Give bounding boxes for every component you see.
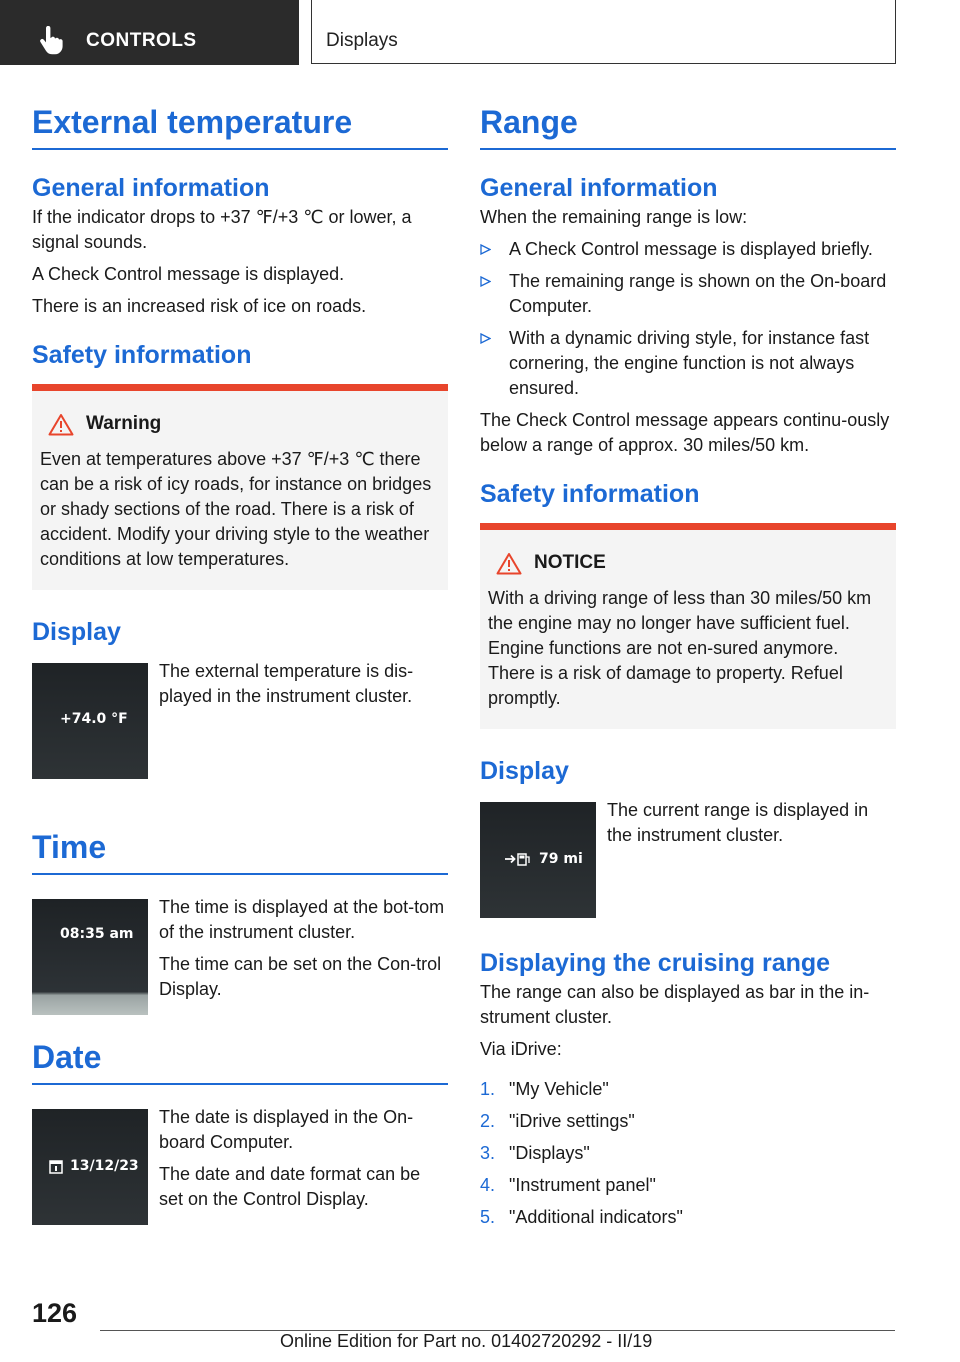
list-item bbox=[480, 1109, 896, 1134]
range-safety-heading: Safety information bbox=[480, 480, 700, 508]
via-idrive-text: Via iDrive: bbox=[480, 1039, 562, 1059]
display-heading: Display bbox=[32, 618, 121, 646]
triangle-bullet-icon bbox=[480, 276, 491, 287]
chapter-tab-displays bbox=[311, 0, 896, 64]
list-item bbox=[480, 1077, 896, 1102]
list-item bbox=[480, 326, 896, 401]
bullet-text: With a dynamic driving style, for instance fast cornering, the engine function is not always ensured. bbox=[509, 328, 870, 398]
time-value: 08:35 am bbox=[60, 926, 134, 942]
bullet-text: The remaining range is shown on the On-board Computer. bbox=[509, 271, 887, 316]
temperature-display-text: The external temperature is dis-played in the instrument cluster. bbox=[159, 661, 414, 706]
list-item bbox=[480, 237, 896, 262]
time-text-1: The time is displayed at the bot-tom of the instrument cluster. bbox=[159, 897, 445, 942]
step-text: "My Vehicle" bbox=[509, 1079, 609, 1099]
warning-triangle-icon bbox=[48, 413, 74, 436]
list-item bbox=[480, 1205, 896, 1230]
external-temperature-title: External temperature bbox=[32, 96, 448, 150]
hand-pointer-icon bbox=[38, 26, 64, 56]
range-display-image bbox=[480, 802, 596, 918]
triangle-bullet-icon bbox=[480, 333, 491, 344]
step-text: "Instrument panel" bbox=[509, 1175, 656, 1195]
range-display-figure-row bbox=[480, 802, 896, 918]
ext-temp-para-2: A Check Control message is displayed. bbox=[32, 264, 345, 284]
range-value: 79 mi bbox=[539, 851, 583, 867]
warning-label: Warning bbox=[86, 413, 162, 434]
date-text-2: The date and date format can be set on the Control Display. bbox=[159, 1164, 421, 1209]
notice-box bbox=[480, 523, 896, 729]
range-intro: When the remaining range is low: bbox=[480, 207, 748, 227]
step-text: "iDrive settings" bbox=[509, 1111, 635, 1131]
safety-info-heading: Safety information bbox=[32, 341, 252, 369]
step-text: "Displays" bbox=[509, 1143, 590, 1163]
warning-box bbox=[32, 384, 448, 590]
chapter-label: Displays bbox=[326, 30, 398, 51]
step-number: 1. bbox=[480, 1079, 496, 1099]
range-title: Range bbox=[480, 96, 896, 150]
step-text: "Additional indicators" bbox=[509, 1207, 683, 1227]
step-number: 2. bbox=[480, 1111, 496, 1131]
date-value: 13/12/23 bbox=[70, 1158, 139, 1174]
page-number: 126 bbox=[32, 1298, 78, 1328]
notice-label: NOTICE bbox=[534, 552, 606, 573]
cruising-range-heading: Displaying the cruising range bbox=[480, 949, 831, 977]
warning-text: Even at temperatures above +37 ℉/+3 ℃ there can be a risk of icy roads, for instance on bridges or shady sections of the road. There is a risk of accident. Modify your driving style to the weather conditions at low temperatures. bbox=[40, 449, 432, 569]
calendar-icon bbox=[49, 1159, 63, 1174]
step-number: 4. bbox=[480, 1175, 496, 1195]
left-column bbox=[32, 96, 448, 1225]
list-item bbox=[480, 1173, 896, 1198]
bullet-text: A Check Control message is displayed briefly. bbox=[509, 239, 873, 259]
range-bullet-list bbox=[480, 237, 896, 401]
temperature-display-image bbox=[32, 663, 148, 779]
ext-temp-para-1: If the indicator drops to +37 ℉/+3 ℃ or lower, a signal sounds. bbox=[32, 207, 412, 252]
date-text-1: The date is displayed in the On-board Computer. bbox=[159, 1107, 414, 1152]
list-item bbox=[480, 269, 896, 319]
time-figure-row bbox=[32, 899, 448, 1015]
footer-edition: Online Edition for Part no. 01402720292 - II/19 bbox=[280, 1331, 653, 1351]
step-number: 5. bbox=[480, 1207, 496, 1227]
temperature-display-figure-row bbox=[32, 663, 448, 779]
warning-triangle-icon bbox=[496, 552, 522, 575]
range-display-heading: Display bbox=[480, 757, 569, 785]
time-text-2: The time can be set on the Con-trol Display. bbox=[159, 954, 442, 999]
right-column bbox=[480, 96, 896, 1237]
idrive-steps-list bbox=[480, 1077, 896, 1230]
date-display-image bbox=[32, 1109, 148, 1225]
date-title: Date bbox=[32, 1031, 448, 1085]
triangle-bullet-icon bbox=[480, 244, 491, 255]
date-figure-row bbox=[32, 1109, 448, 1225]
range-general-heading: General information bbox=[480, 174, 718, 202]
fuel-range-icon bbox=[504, 852, 534, 866]
temperature-value: +74.0 °F bbox=[60, 711, 128, 727]
cruising-range-para: The range can also be displayed as bar in the in-strument cluster. bbox=[480, 982, 870, 1027]
time-title: Time bbox=[32, 821, 448, 875]
range-para: The Check Control message appears continu-ously below a range of approx. 30 miles/50 km. bbox=[480, 410, 890, 455]
step-number: 3. bbox=[480, 1143, 496, 1163]
section-tab-controls bbox=[0, 0, 299, 65]
range-display-text: The current range is displayed in the instrument cluster. bbox=[607, 800, 869, 845]
page-header bbox=[0, 0, 960, 66]
notice-text: With a driving range of less than 30 miles/50 km the engine may no longer have sufficient fuel. Engine functions are not en-sured anymore. There is a risk of damage to property. Refuel promptly. bbox=[488, 588, 872, 708]
section-label: CONTROLS bbox=[86, 30, 197, 51]
general-info-heading: General information bbox=[32, 174, 270, 202]
list-item bbox=[480, 1141, 896, 1166]
time-display-image bbox=[32, 899, 148, 1015]
ext-temp-para-3: There is an increased risk of ice on roads. bbox=[32, 296, 367, 316]
